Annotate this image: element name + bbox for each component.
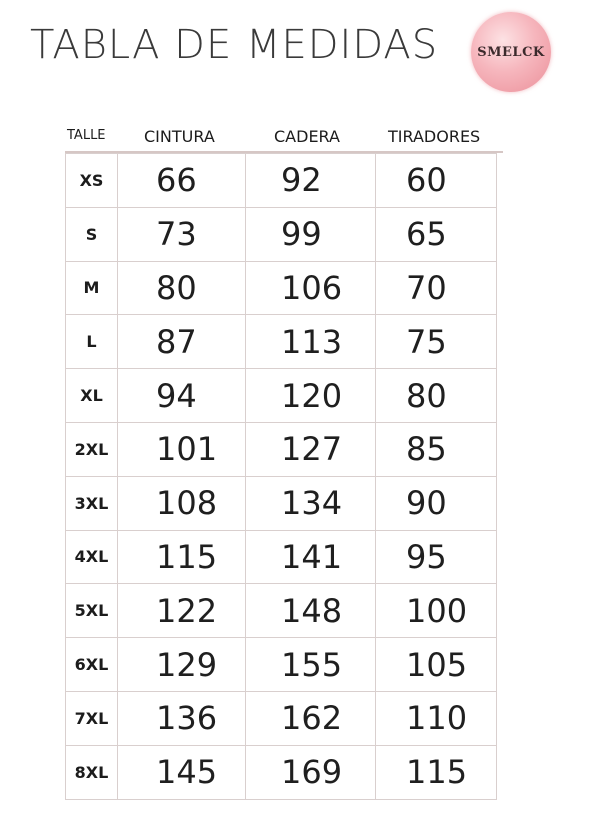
tiradores-cell: 105 — [406, 645, 468, 684]
size-cell: S — [66, 208, 118, 261]
size-cell: XS — [66, 154, 118, 207]
table-row — [66, 261, 496, 315]
size-table — [65, 153, 497, 800]
tiradores-cell: 90 — [406, 484, 447, 523]
cintura-cell: 73 — [118, 208, 246, 261]
cintura-cell: 108 — [118, 477, 246, 530]
cintura-cell: 66 — [118, 154, 246, 207]
tiradores-cell: 115 — [406, 753, 468, 792]
size-cell: 8XL — [66, 746, 118, 799]
cintura-cell: 80 — [118, 262, 246, 315]
cintura-cell: 136 — [118, 692, 246, 745]
cadera-cell: 106 — [246, 262, 376, 315]
header-cintura: CINTURA — [144, 127, 215, 146]
brand-logo — [471, 12, 551, 92]
header-tiradores: TIRADORES — [388, 127, 481, 146]
table-row — [66, 476, 496, 530]
cintura-cell: 115 — [118, 531, 246, 584]
size-cell: 2XL — [66, 423, 118, 476]
cintura-cell: 145 — [118, 746, 246, 799]
brand-logo-text: SMELCK — [477, 44, 545, 60]
cadera-cell: 134 — [246, 477, 376, 530]
cadera-cell: 113 — [246, 315, 376, 368]
page-title: TABLA DE MEDIDAS — [30, 22, 439, 68]
cadera-cell: 99 — [246, 208, 376, 261]
cadera-cell: 162 — [246, 692, 376, 745]
size-cell: XL — [66, 369, 118, 422]
tiradores-cell: 65 — [406, 215, 447, 254]
cintura-cell: 129 — [118, 638, 246, 691]
cintura-cell: 122 — [118, 584, 246, 637]
table-row — [66, 314, 496, 368]
table-row — [66, 745, 496, 799]
cintura-cell: 87 — [118, 315, 246, 368]
tiradores-cell: 60 — [406, 161, 447, 200]
tiradores-cell: 70 — [406, 268, 447, 307]
table-row — [66, 637, 496, 691]
table-row — [66, 530, 496, 584]
tiradores-cell: 100 — [406, 591, 468, 630]
cadera-cell: 127 — [246, 423, 376, 476]
tiradores-cell: 110 — [406, 699, 468, 738]
cadera-cell: 155 — [246, 638, 376, 691]
tiradores-cell: 85 — [406, 430, 447, 469]
tiradores-cell: 75 — [406, 322, 447, 361]
cadera-cell: 92 — [246, 154, 376, 207]
tiradores-cell: 80 — [406, 376, 447, 415]
size-cell: 3XL — [66, 477, 118, 530]
size-cell: 5XL — [66, 584, 118, 637]
cadera-cell: 141 — [246, 531, 376, 584]
size-cell: 4XL — [66, 531, 118, 584]
size-cell: L — [66, 315, 118, 368]
cintura-cell: 94 — [118, 369, 246, 422]
table-row — [66, 691, 496, 745]
header-cadera: CADERA — [274, 127, 340, 146]
size-cell: M — [66, 262, 118, 315]
table-row — [66, 583, 496, 637]
table-row — [66, 207, 496, 261]
cintura-cell: 101 — [118, 423, 246, 476]
size-cell: 7XL — [66, 692, 118, 745]
size-cell: 6XL — [66, 638, 118, 691]
table-row — [66, 422, 496, 476]
cadera-cell: 169 — [246, 746, 376, 799]
table-row — [66, 153, 496, 207]
table-row — [66, 368, 496, 422]
cadera-cell: 148 — [246, 584, 376, 637]
cadera-cell: 120 — [246, 369, 376, 422]
header-talle: TALLE — [67, 128, 106, 143]
tiradores-cell: 95 — [406, 537, 447, 576]
